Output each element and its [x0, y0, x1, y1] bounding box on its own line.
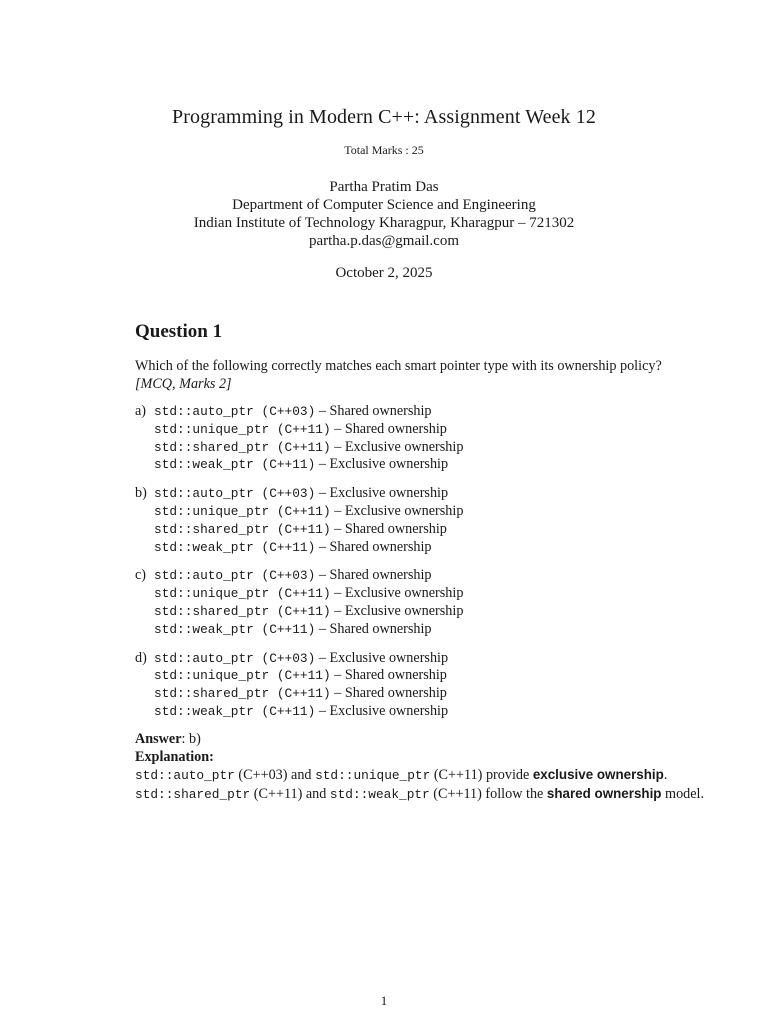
options-list [135, 403, 735, 732]
option-policy: – Shared ownership [315, 567, 432, 584]
explanation-code: std::unique_ptr [315, 768, 431, 783]
document-title: Programming in Modern C++: Assignment Week 12 [172, 106, 596, 128]
option-letter: d) [135, 649, 147, 666]
option-policy: – Exclusive ownership [315, 702, 449, 719]
answer-line [135, 730, 735, 748]
author-institute: Indian Institute of Technology Kharagpur, Kharagpur – 721302 [193, 215, 575, 231]
option-b [135, 485, 735, 556]
question-heading: Question 1 [135, 321, 223, 342]
option-code: std::shared_ptr (C++11) [154, 686, 331, 702]
explanation-text: (C++11) provide [430, 767, 533, 783]
option-letter: b) [135, 485, 147, 502]
option-policy: – Shared ownership [330, 420, 447, 437]
option-policy: – Exclusive ownership [315, 485, 449, 502]
option-line [154, 703, 735, 721]
explanation-line-2 [135, 785, 735, 804]
explanation-text: (C++03) and [234, 767, 316, 783]
option-line [154, 567, 735, 585]
option-line [154, 456, 735, 474]
option-policy: – Exclusive ownership [330, 585, 464, 602]
option-code: std::unique_ptr (C++11) [154, 503, 331, 519]
option-code: std::unique_ptr (C++11) [154, 421, 331, 437]
explanation-code: std::auto_ptr [135, 768, 235, 783]
option-code: std::weak_ptr (C++11) [154, 703, 316, 719]
option-policy: – Exclusive ownership [330, 602, 464, 619]
option-letter: c) [135, 567, 147, 584]
option-line [154, 485, 735, 503]
explanation-text: (C++11) follow the [429, 786, 547, 802]
option-code: std::auto_ptr (C++03) [154, 404, 316, 419]
answer-block [135, 730, 735, 804]
option-letter: a) [135, 403, 147, 419]
option-policy: – Exclusive ownership [330, 438, 464, 455]
option-line [154, 539, 735, 557]
option-code: std::auto_ptr (C++03) [154, 486, 316, 502]
explanation-label: Explanation: [135, 749, 214, 765]
option-policy: – Shared ownership [315, 620, 432, 637]
option-line [154, 667, 735, 685]
option-code: std::shared_ptr (C++11) [154, 603, 331, 619]
option-line [154, 403, 735, 421]
option-policy: – Exclusive ownership [330, 502, 464, 519]
option-line [154, 439, 735, 457]
question-text-block [135, 357, 705, 393]
option-policy: – Shared ownership [330, 667, 447, 684]
option-line [154, 603, 735, 621]
question-meta: [MCQ, Marks 2] [135, 376, 232, 392]
option-line [154, 521, 735, 539]
author-block [0, 178, 768, 250]
option-policy: – Exclusive ownership [315, 649, 449, 666]
page-number: 1 [380, 993, 388, 1008]
option-d [135, 650, 735, 721]
explanation-text: model. [661, 786, 705, 802]
explanation-code: std::weak_ptr [329, 787, 430, 802]
option-code: std::shared_ptr (C++11) [154, 439, 331, 455]
option-policy: – Shared ownership [315, 538, 432, 555]
option-code: std::weak_ptr (C++11) [154, 457, 316, 473]
explanation-code: std::shared_ptr [135, 787, 251, 802]
option-line [154, 421, 735, 439]
option-policy: – Shared ownership [330, 685, 447, 702]
option-line [154, 585, 735, 603]
explanation-emphasis: shared ownership [546, 786, 662, 801]
option-a [135, 403, 735, 474]
answer-label: Answer [135, 731, 182, 747]
explanation-emphasis: exclusive ownership [532, 767, 664, 782]
option-code: std::shared_ptr (C++11) [154, 521, 331, 537]
author-name: Partha Pratim Das [329, 179, 439, 195]
option-code: std::unique_ptr (C++11) [154, 668, 331, 684]
option-code: std::weak_ptr (C++11) [154, 539, 316, 555]
option-line [154, 621, 735, 639]
option-line [154, 503, 735, 521]
option-code: std::unique_ptr (C++11) [154, 586, 331, 602]
option-c [135, 567, 735, 638]
option-policy: – Shared ownership [330, 520, 447, 537]
option-code: std::auto_ptr (C++03) [154, 568, 316, 584]
author-email: partha.p.das@gmail.com [308, 233, 460, 249]
option-line [154, 685, 735, 703]
option-policy: – Exclusive ownership [315, 456, 449, 473]
option-code: std::auto_ptr (C++03) [154, 650, 316, 666]
option-line [154, 650, 735, 668]
explanation-line-1 [135, 766, 735, 785]
author-department: Department of Computer Science and Engineering [232, 197, 536, 213]
document-date: October 2, 2025 [335, 265, 433, 281]
total-marks: Total Marks : 25 [344, 143, 424, 157]
explanation-text: . [663, 767, 668, 783]
question-text: Which of the following correctly matches each smart pointer type with its ownership policy? [135, 358, 662, 374]
option-code: std::weak_ptr (C++11) [154, 621, 316, 637]
explanation-text: (C++11) and [250, 786, 330, 802]
option-policy: – Shared ownership [315, 403, 432, 419]
answer-value: : b) [181, 731, 201, 747]
